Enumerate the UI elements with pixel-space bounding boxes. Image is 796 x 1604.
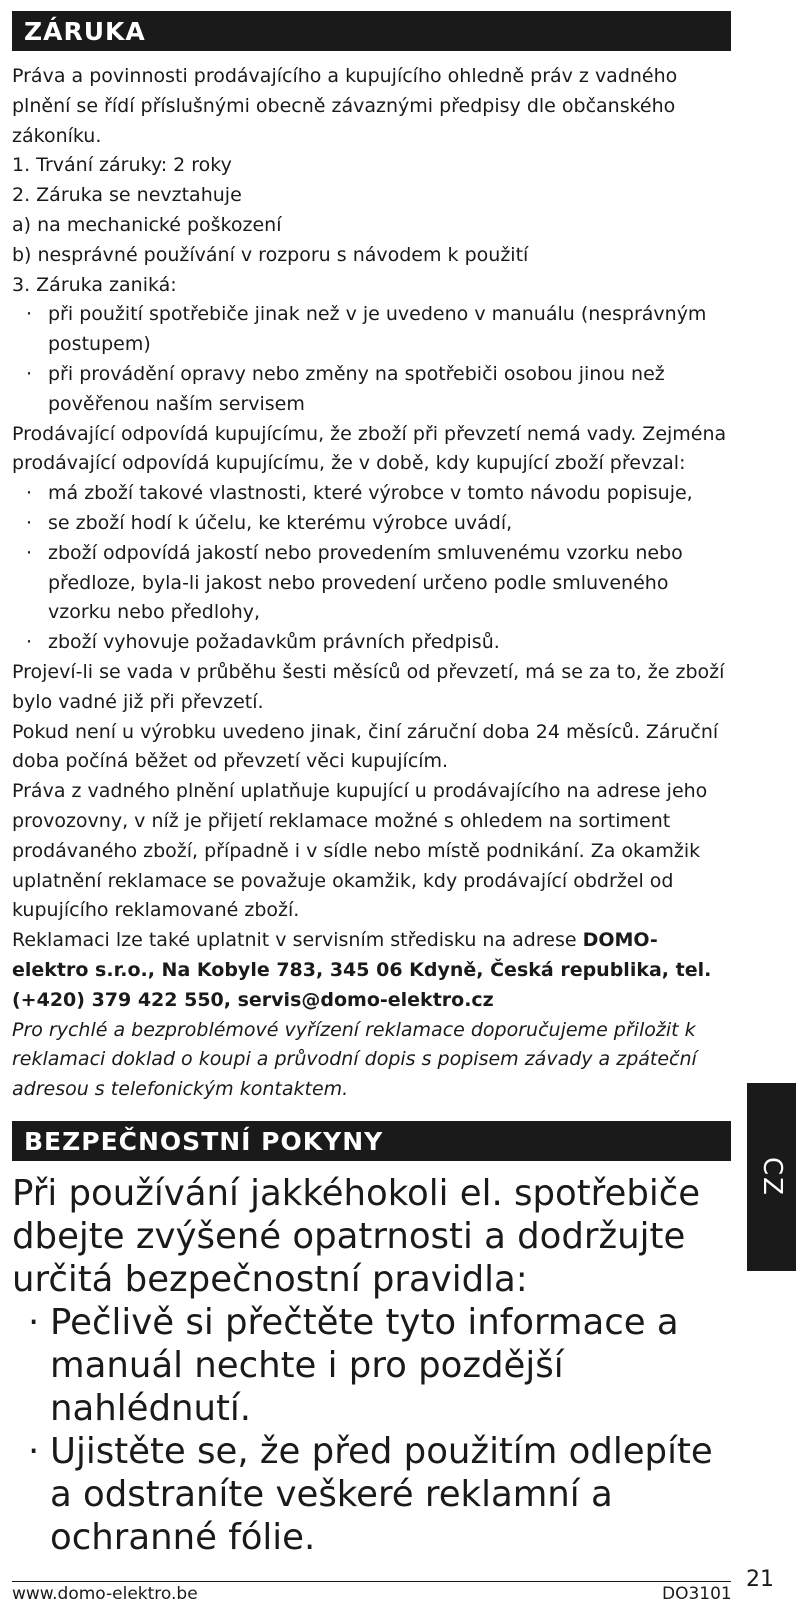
list-item: · zboží odpovídá jakostí nebo provedením smluvenému vzorku nebo předloze, byla-li jakost nebo provedení určeno podle smluveného vzorku nebo předlohy, xyxy=(12,539,734,628)
language-code: CZ xyxy=(756,1157,787,1197)
warranty-heading: ZÁRUKA xyxy=(12,11,731,51)
recommendation-paragraph: Pro rychlé a bezproblémové vyřízení reklamace doporučujeme přiložit k reklamaci doklad o koupi a průvodní dopis s popisem závady a zpáteční adresou s telefonickým kontaktem. xyxy=(12,1018,697,1101)
bullet-icon: · xyxy=(28,1431,40,1472)
seller-paragraph: Prodávající odpovídá kupujícímu, že zboží při převzetí nemá vady. Zejména prodávající odpovídá kupujícímu, že v době, kdy kupující zboží převzal: xyxy=(12,422,727,475)
list-item: · Pečlivě si přečtěte tyto informace a manuál nechte i pro pozdější nahlédnutí. xyxy=(28,1302,679,1429)
defect-paragraph: Projeví-li se vada v průběhu šesti měsíců od převzetí, má se za to, že zboží bylo vadné již při převzetí. xyxy=(12,660,725,713)
bullet-icon: · xyxy=(26,362,33,385)
safety-section xyxy=(12,1172,734,1559)
safety-intro: Při používání jakkéhokoli el. spotřebiče dbejte zvýšené opatrnosti a dodržujte určitá bezpečnostní pravidla: xyxy=(12,1173,701,1300)
list-item: · má zboží takové vlastnosti, které výrobce v tomto návodu popisuje, xyxy=(12,479,734,509)
list-item: · zboží vyhovuje požadavkům právních předpisů. xyxy=(12,628,734,658)
rights-paragraph: Práva z vadného plnění uplatňuje kupující u prodávajícího na adrese jeho provozovny, v níž je přijetí reklamace možné s ohledem na sortiment prodávaného zboží, případně i v sídle nebo místě podnikání. Za okamžik uplatnění reklamace se považuje okamžik, kdy prodávající obdržel od kupujícího reklamované zboží. xyxy=(12,780,708,922)
warranty-intro: Práva a povinnosti prodávajícího a kupujícího ohledně práv z vadného plnění se řídí příslušnými obecně závaznými předpisy dle občanského zákoníku. xyxy=(12,65,678,147)
page-number: 21 xyxy=(746,1567,774,1592)
warranty-item-1: 1. Trvání záruky: 2 roky xyxy=(12,154,232,177)
bullet-icon: · xyxy=(26,541,33,564)
list-item: · při provádění opravy nebo změny na spotřebiči osobou jinou než pověřenou naším servisem xyxy=(12,360,734,420)
footer-divider xyxy=(12,1581,731,1582)
warranty-item-2a: a) na mechanické poškození xyxy=(12,213,282,236)
list-item: · při použití spotřebiče jinak než v je uvedeno v manuálu (nesprávným postupem) xyxy=(12,300,734,360)
footer-model-code: DO3101 xyxy=(662,1584,732,1604)
bullet-icon: · xyxy=(28,1302,40,1343)
service-paragraph: Reklamaci lze také uplatnit v servisním středisku na adrese DOMO-elektro s.r.o., Na Kobyle 783, 345 06 Kdyně, Česká republika, tel. (+420) 379 422 550, servis@domo-elektro.cz xyxy=(12,929,712,1011)
warranty-item-2: 2. Záruka se nevztahuje xyxy=(12,184,242,207)
bullet-icon: · xyxy=(26,631,33,654)
language-tab xyxy=(747,1083,796,1271)
bullet-icon: · xyxy=(26,303,33,326)
footer-url: www.domo-elektro.be xyxy=(12,1584,198,1604)
bullet-icon: · xyxy=(26,482,33,505)
period-paragraph: Pokud není u výrobku uvedeno jinak, činí záruční doba 24 měsíců. Záruční doba počíná běžet od převzetí věci kupujícím. xyxy=(12,720,719,773)
warranty-item-2b: b) nesprávné používání v rozporu s návodem k použití xyxy=(12,243,529,266)
safety-heading: BEZPEČNOSTNÍ POKYNY xyxy=(12,1121,731,1161)
list-item: · Ujistěte se, že před použitím odlepíte a odstraníte veškeré reklamní a ochranné fólie. xyxy=(28,1431,713,1558)
service-address: DOMO-elektro s.r.o., Na Kobyle 783, 345 06 Kdyně, Česká republika, tel. (+420) 379 422 550, servis@domo-elektro.cz xyxy=(12,929,712,1011)
bullet-icon: · xyxy=(26,511,33,534)
warranty-item-3: 3. Záruka zaniká: xyxy=(12,273,177,296)
warranty-section xyxy=(12,62,734,1105)
list-item: · se zboží hodí k účelu, ke kterému výrobce uvádí, xyxy=(12,509,734,539)
